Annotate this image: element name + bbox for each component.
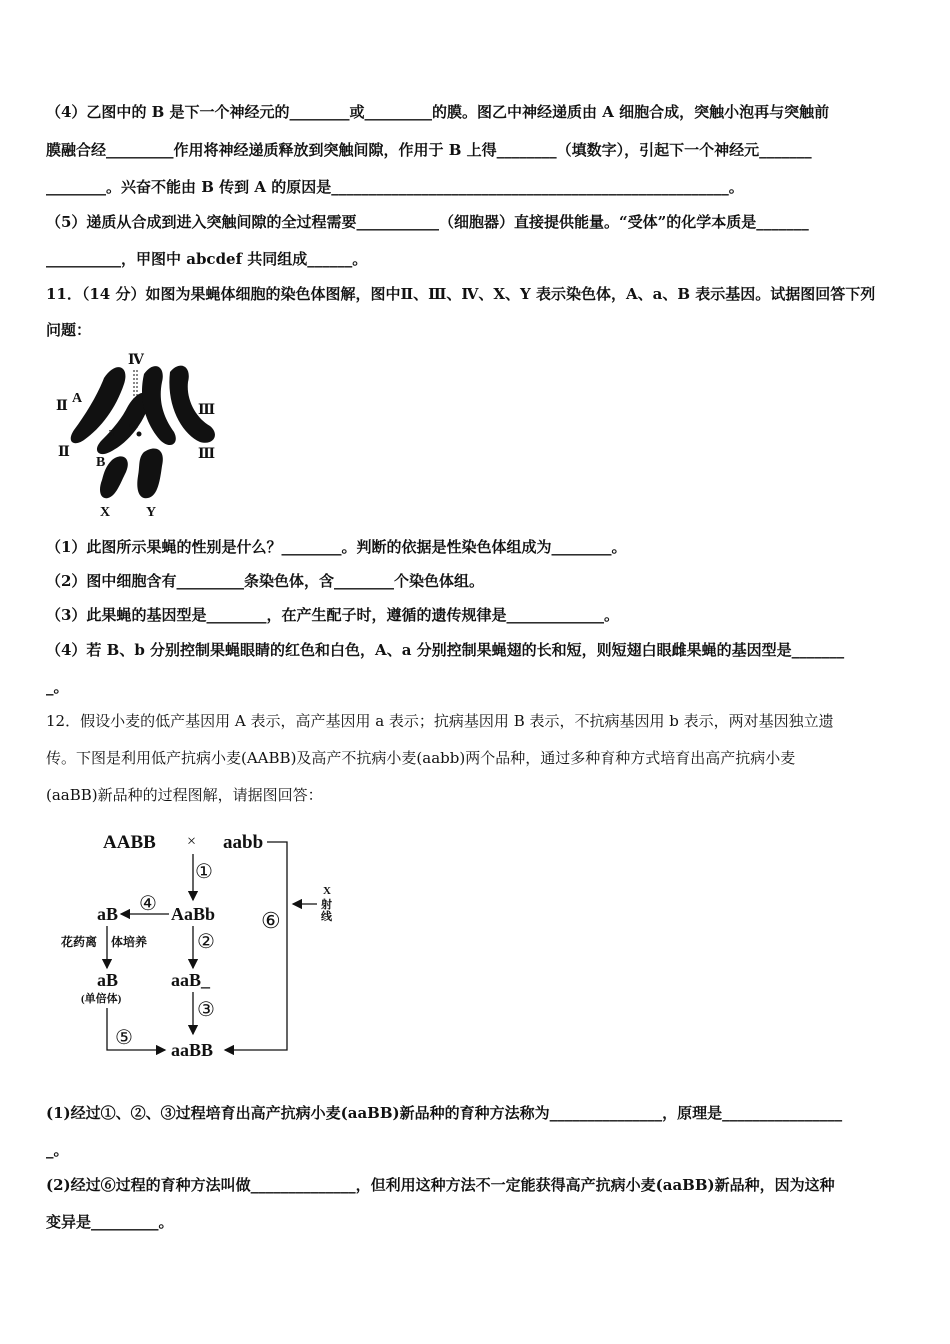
label-X: X <box>100 505 111 520</box>
label-Y: Y <box>146 505 157 520</box>
q11-question3: （3）此果蝇的基因型是________，在产生配子时，遵循的遗传规律是_____________。 <box>46 606 619 624</box>
label-II-top: Ⅱ <box>56 399 68 414</box>
q11-stem-line1: 11．（14 分）如图为果蝇体细胞的染色体图解，图中Ⅱ、Ⅲ、Ⅳ、X、Y 表示染色体，A、a、B 表示基因。试据图回答下列 <box>46 285 876 303</box>
xray-label-1: X <box>323 885 331 897</box>
chromosome-Y <box>137 448 163 498</box>
label-III-bottom: Ⅲ <box>198 447 216 462</box>
step-5-label: ⑤ <box>115 1027 133 1049</box>
q10-part4-line3: ________。兴奋不能由 B 传到 A 的原因是_____________________________________________________。 <box>46 178 744 196</box>
q10-part4-line1: （4）乙图中的 B 是下一个神经元的________或_________的膜。图乙中神经递质由 A 细胞合成，突触小泡再与突触前 <box>46 103 830 121</box>
label-a: a <box>108 424 115 439</box>
xray-label-2: 射 <box>321 899 332 911</box>
f2-aaB: aaB_ <box>171 970 211 990</box>
step-6-label: ⑥ <box>261 908 281 933</box>
haploid-note: (单倍体) <box>81 993 122 1005</box>
breeding-process-diagram <box>55 822 355 1067</box>
label-B: B <box>96 455 106 470</box>
step-4-label: ④ <box>139 893 157 915</box>
gamete-aB: aB <box>97 904 119 924</box>
q12-stem-line1: 12．假设小麦的低产基因用 A 表示，高产基因用 a 表示；抗病基因用 B 表示，不抗病基因用 b 表示，两对基因独立遗 <box>46 712 834 730</box>
q10-part5-line2: __________，甲图中 abcdef 共同组成______。 <box>46 250 368 268</box>
chromosome-IV-dot-right <box>137 432 142 437</box>
q12-question1-line2: _。 <box>46 1141 69 1159</box>
chromosome-shapes <box>71 366 215 499</box>
haploid-aB: aB <box>97 970 119 990</box>
product-aaBB: aaBB <box>171 1040 214 1060</box>
anther-culture-label-right: 体培养 <box>111 935 148 949</box>
f1-AaBb: AaBb <box>171 904 216 924</box>
q11-stem-line2: 问题： <box>46 321 92 339</box>
q12-question2-line2: 变异是_________。 <box>46 1213 174 1231</box>
label-A: A <box>72 391 83 406</box>
label-III-top: Ⅲ <box>198 403 216 418</box>
step-2-label: ② <box>197 931 215 953</box>
parent-AABB: AABB <box>103 832 156 853</box>
q11-question4-line2: _。 <box>46 678 69 696</box>
label-IV: Ⅳ <box>128 353 144 368</box>
q10-part4-line2: 膜融合经_________作用将神经递质释放到突触间隙，作用于 B 上得________（填数字），引起下一个神经元_______ <box>46 141 812 159</box>
q11-question2: （2）图中细胞含有_________条染色体，含________个染色体组。 <box>46 572 484 590</box>
xray-label-3: 线 <box>321 911 332 923</box>
arrow-step6 <box>225 842 287 1050</box>
q11-question4-line1: （4）若 B、b 分别控制果蝇眼睛的红色和白色，A、a 分别控制果蝇翅的长和短，则短翅白眼雌果蝇的基因型是_______ <box>46 641 845 659</box>
q12-stem-line2: 传。下图是利用低产抗病小麦(AABB)及高产不抗病小麦(aabb)两个品种，通过多种育种方式培育出高产抗病小麦 <box>46 749 796 767</box>
step-3-label: ③ <box>197 999 215 1021</box>
q12-stem-line3: (aaBB)新品种的过程图解，请据图回答： <box>46 786 323 804</box>
drosophila-chromosome-figure <box>46 348 221 520</box>
q10-part5-line1: （5）递质从合成到进入突触间隙的全过程需要___________（细胞器）直接提供能量。“受体”的化学本质是_______ <box>46 213 809 231</box>
anther-culture-label-left: 花药离 <box>61 935 98 949</box>
label-II-bottom: Ⅱ <box>58 445 70 460</box>
q11-question1: （1）此图所示果蝇的性别是什么？________。判断的依据是性染色体组成为________。 <box>46 538 627 556</box>
parent-aabb: aabb <box>223 832 264 853</box>
step-1-label: ① <box>195 861 213 883</box>
q12-question1-line1: (1)经过①、②、③过程培育出高产抗病小麦(aaBB)新品种的育种方法称为_______________，原理是________________ <box>46 1104 843 1122</box>
chromosome-IV-dot-left <box>130 424 135 429</box>
cross-symbol: × <box>187 833 197 850</box>
q12-question2-line1: (2)经过⑥过程的育种方法叫做______________，但利用这种方法不一定能获得高产抗病小麦(aaBB)新品种，因为这种 <box>46 1176 835 1194</box>
